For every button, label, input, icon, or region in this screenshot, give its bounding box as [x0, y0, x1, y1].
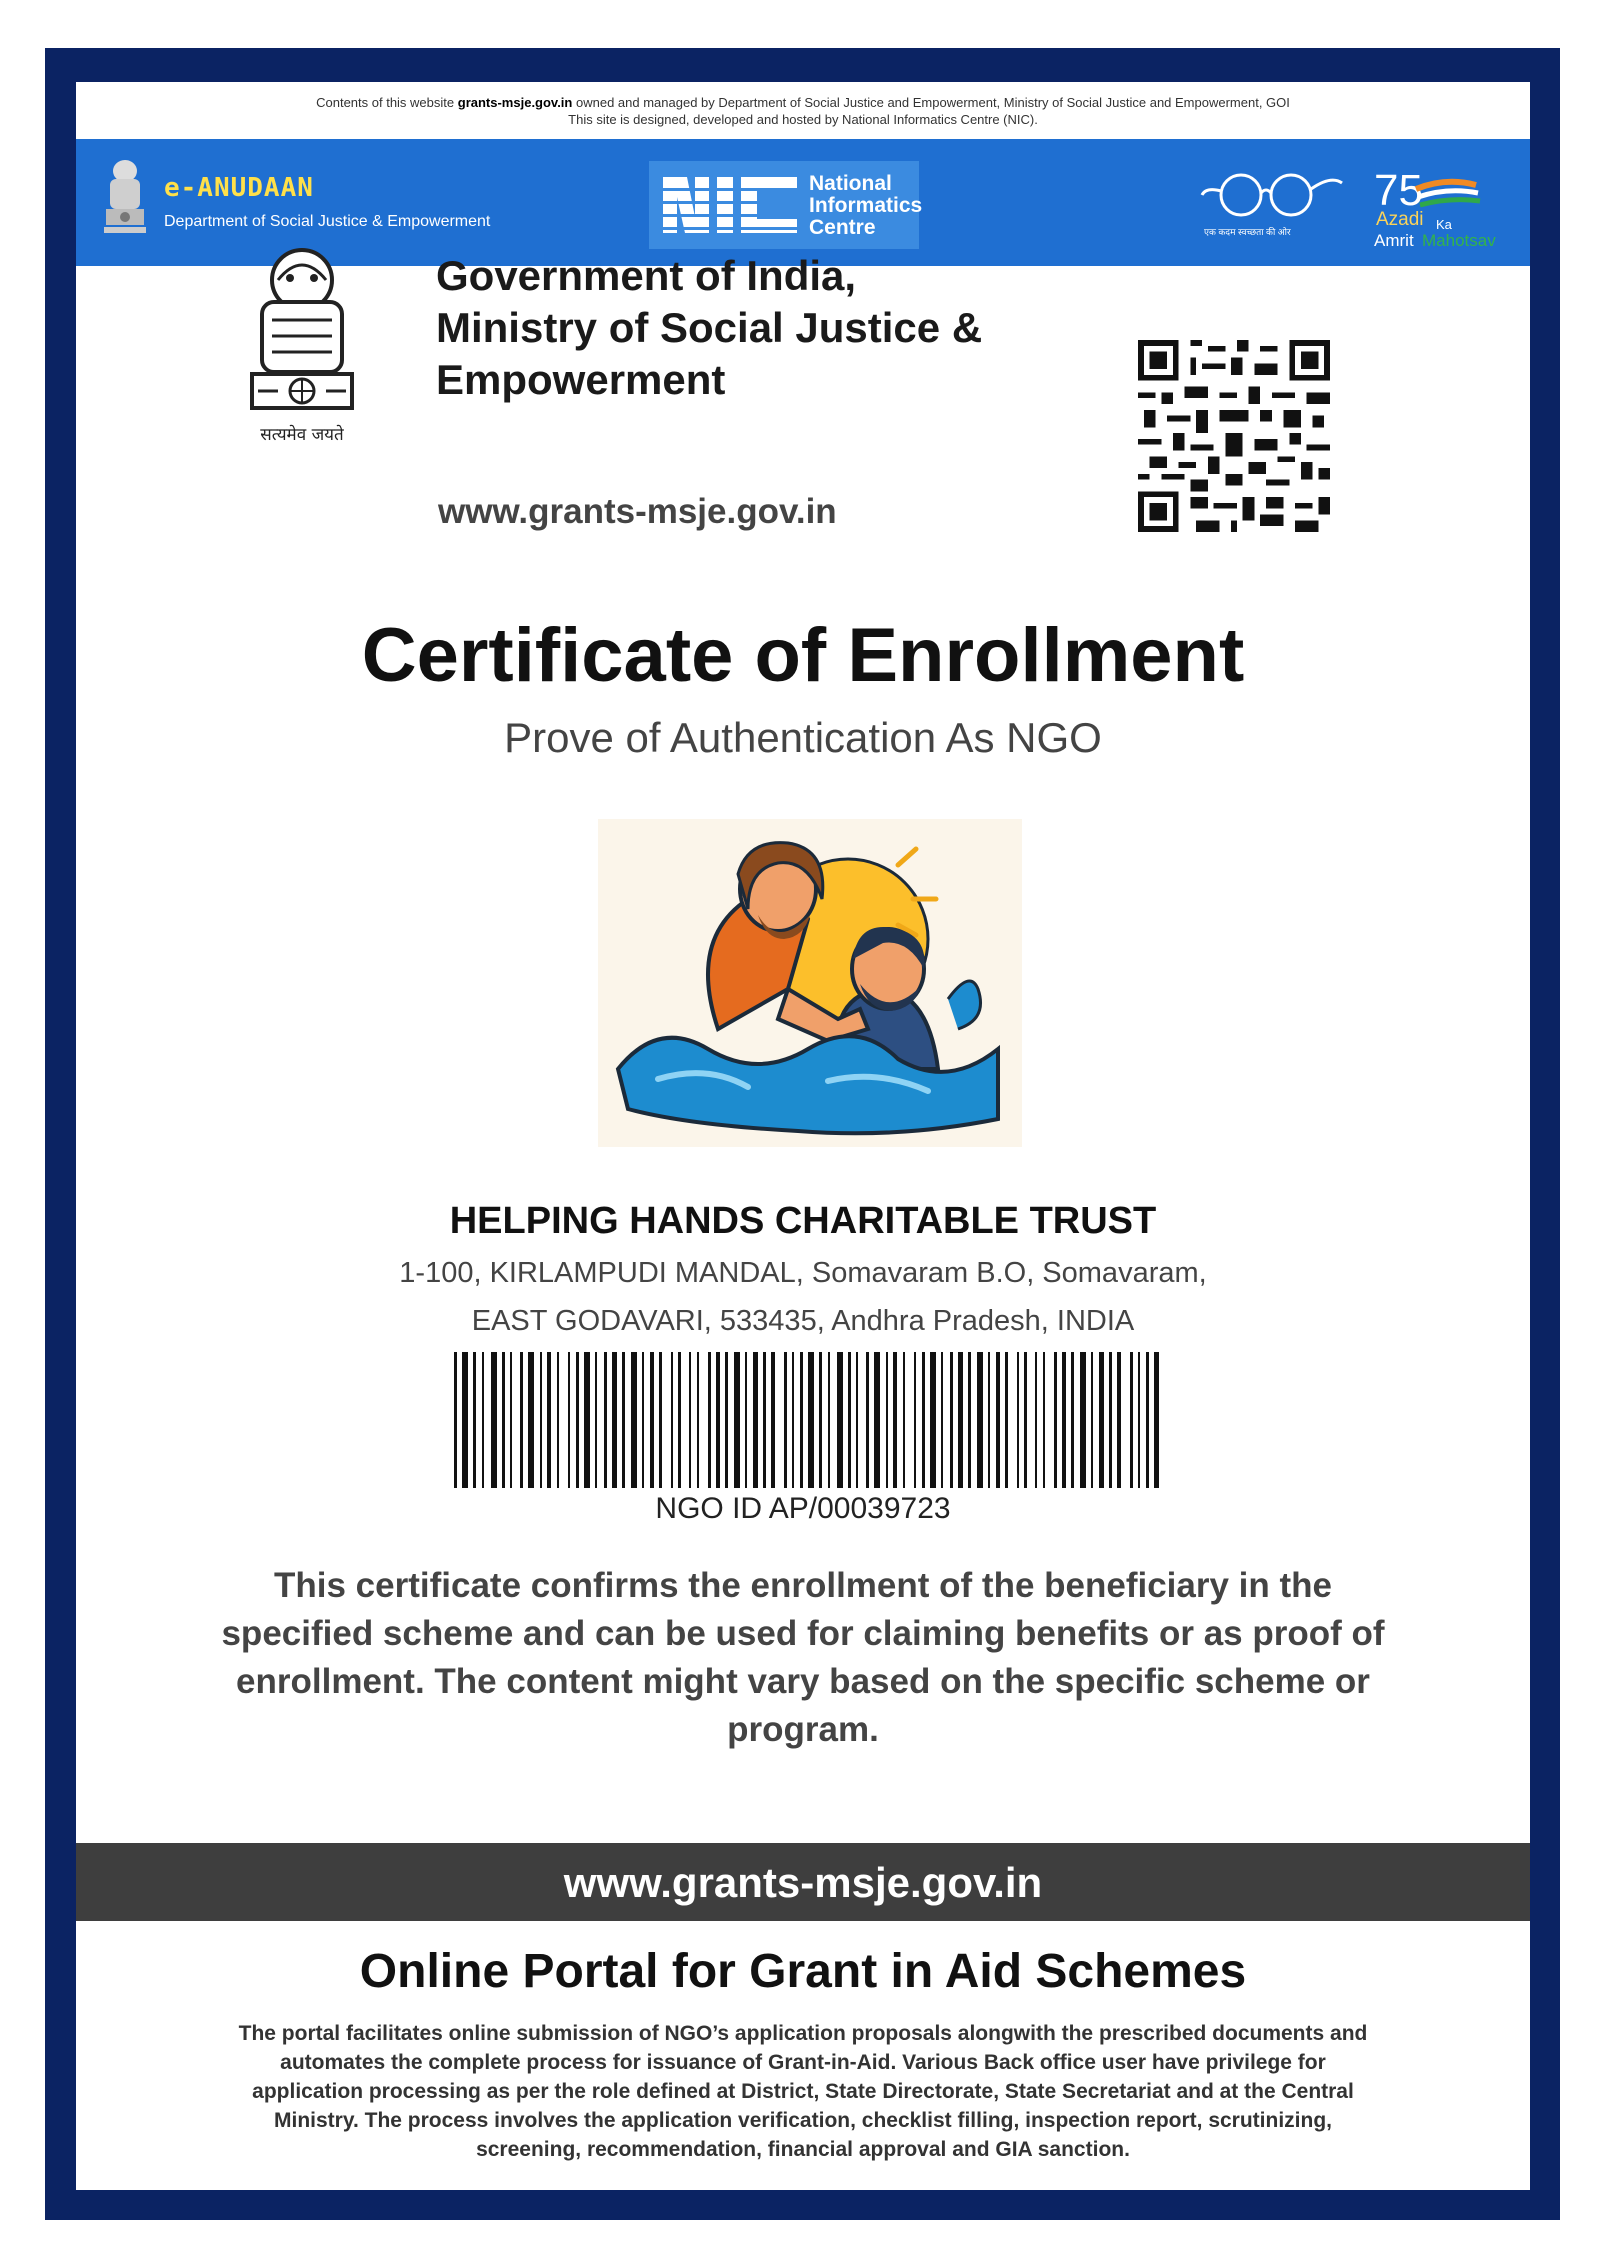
barcode-bar: [1017, 1352, 1019, 1488]
barcode-bar: [784, 1352, 787, 1488]
barcode-bar: [708, 1352, 711, 1488]
barcode-bar: [642, 1352, 644, 1488]
barcode-bar: [678, 1352, 681, 1488]
barcode-bar: [631, 1352, 637, 1488]
barcode-bar: [922, 1352, 925, 1488]
barcode-bar: [1138, 1352, 1140, 1488]
barcode-bar: [1043, 1352, 1045, 1488]
portal-title: Online Portal for Grant in Aid Schemes: [359, 1945, 1247, 1998]
barcode-bar: [491, 1352, 497, 1488]
barcode-bar: [540, 1352, 542, 1488]
footer-website-link[interactable]: www.grants-msje.gov.in: [563, 1859, 1043, 1906]
barcode-bar: [734, 1352, 740, 1488]
barcode-bar: [547, 1352, 551, 1488]
barcode-bar: [753, 1352, 758, 1488]
barcode-bar: [771, 1352, 775, 1488]
barcode-bar: [576, 1352, 579, 1488]
nic-letters-icon: [657, 161, 807, 249]
svg-text:75: 75: [1374, 166, 1423, 215]
barcode-bar: [808, 1352, 814, 1488]
barcode-bar: [604, 1352, 607, 1488]
barcode-bar: [950, 1352, 953, 1488]
barcode-bar: [1080, 1352, 1086, 1488]
barcode-bar: [1109, 1352, 1112, 1488]
barcode-bar: [1117, 1352, 1121, 1488]
site-notice: Contents of this website grants-msje.gov.in owned and managed by Department of Social Justice and Empowerment, Ministry of Social Justice and Empowerment, GOI This site is designed, developed and hosted by National Informatics Centre (NIC).: [76, 94, 1530, 128]
barcode-bar: [1054, 1352, 1057, 1488]
azadi-mahotsav-word: Mahotsav: [1422, 231, 1496, 250]
barcode-bar: [1024, 1352, 1027, 1488]
barcode-bar: [510, 1352, 512, 1488]
azadi-ka-word: Ka: [1436, 217, 1452, 232]
barcode-bar: [745, 1352, 747, 1488]
azadi-word: Azadi: [1376, 209, 1424, 230]
barcode-bar: [462, 1352, 468, 1488]
eanudaan-title: e-ANUDAAN: [164, 173, 314, 203]
barcode-bar: [874, 1352, 880, 1488]
barcode-bar: [988, 1352, 990, 1488]
qr-code-icon: [1138, 340, 1330, 532]
certificate-subtitle: Prove of Authentication As NGO: [504, 714, 1102, 761]
barcode-bar: [1071, 1352, 1074, 1488]
nic-logo: [649, 161, 923, 249]
barcode-bar: [763, 1352, 766, 1488]
barcode-bar: [716, 1352, 720, 1488]
barcode-bar: [697, 1352, 699, 1488]
barcode-bar: [622, 1352, 625, 1488]
barcode-bar: [1091, 1352, 1093, 1488]
barcode-bar: [659, 1352, 662, 1488]
barcode-bar: [893, 1352, 897, 1488]
government-heading: Government of India, Ministry of Social Justice & Empowerment: [436, 252, 983, 403]
barcode-bar: [671, 1352, 673, 1488]
barcode-bar: [977, 1352, 983, 1488]
barcode-bar: [886, 1352, 888, 1488]
barcode-bar: [819, 1352, 822, 1488]
ashoka-emblem-icon: [238, 240, 366, 452]
barcode-bar: [612, 1352, 617, 1488]
barcode-bar: [792, 1352, 794, 1488]
barcode-icon: [454, 1352, 1159, 1488]
barcode-bar: [725, 1352, 728, 1488]
barcode-bar: [502, 1352, 505, 1488]
organization-name: HELPING HANDS CHARITABLE TRUST: [449, 1200, 1157, 1242]
barcode-bar: [866, 1352, 869, 1488]
organization-address-line-1: 1-100, KIRLAMPUDI MANDAL, Somavaram B.O, Somavaram,: [399, 1257, 1207, 1289]
barcode-bar: [800, 1352, 803, 1488]
barcode-bar: [454, 1352, 457, 1488]
barcode-bar: [930, 1352, 936, 1488]
footer-url-bar: [76, 1843, 1530, 1921]
barcode-bar: [528, 1352, 534, 1488]
barcode-bar: [1035, 1352, 1037, 1488]
barcode-bar: [1130, 1352, 1133, 1488]
certificate-title: Certificate of Enrollment: [361, 613, 1245, 698]
barcode-bar: [996, 1352, 1000, 1488]
barcode-bar: [828, 1352, 830, 1488]
notice-site-name: grants-msje.gov.in: [457, 95, 573, 110]
barcode-bar: [958, 1352, 963, 1488]
ngo-id: NGO ID AP/00039723: [655, 1492, 951, 1525]
barcode-bar: [837, 1352, 843, 1488]
barcode-bar: [595, 1352, 597, 1488]
barcode-bar: [1062, 1352, 1066, 1488]
barcode-bar: [856, 1352, 858, 1488]
nic-name: National Informatics Centre: [809, 172, 923, 239]
barcode-bar: [520, 1352, 523, 1488]
barcode-bar: [1005, 1352, 1008, 1488]
barcode-bar: [914, 1352, 916, 1488]
notice-line-2: This site is designed, developed and hosted by National Informatics Centre (NIC).: [568, 112, 1038, 127]
barcode-bar: [568, 1352, 570, 1488]
barcode-bar: [482, 1352, 484, 1488]
barcode-bar: [848, 1352, 851, 1488]
barcode-bar: [1099, 1352, 1104, 1488]
azadi-amrit-word: Amrit: [1374, 231, 1414, 250]
barcode-bar: [473, 1352, 476, 1488]
barcode-bar: [584, 1352, 590, 1488]
barcode-bar: [1154, 1352, 1159, 1488]
barcode-bar: [557, 1352, 559, 1488]
barcode-bar: [689, 1352, 691, 1488]
emblem-motto: सत्यमेव जयते: [260, 425, 344, 445]
portal-description: The portal facilitates online submission of NGO’s application proposals alongwith the prescribed documents and automates the complete process for issuance of Grant-in-Aid. Various Back office user have privilege for application processing as per the role defined at District, State Directorate, State Secretariat and at the Central Ministry. The process involves the application verification, checklist filling, inspection report, scrutinizing, screening, recommendation, financial approval and GIA sanction.: [238, 2022, 1368, 2161]
certificate-statement: This certificate confirms the enrollment of the beneficiary in the specified scheme and can be used for claiming benefits or as proof of enrollment. The content might vary based on the specific scheme or program.: [221, 1566, 1385, 1749]
header-website-link[interactable]: www.grants-msje.gov.in: [438, 492, 837, 531]
barcode-bar: [968, 1352, 971, 1488]
state-emblem-icon: [96, 157, 154, 245]
eanudaan-subtitle: Department of Social Justice & Empowerment: [164, 213, 491, 230]
swachh-tagline: एक कदम स्वच्छता की ओर: [1204, 227, 1291, 237]
barcode-bar: [1146, 1352, 1149, 1488]
barcode-bar: [941, 1352, 943, 1488]
organization-address-line-2: EAST GODAVARI, 533435, Andhra Pradesh, INDIA: [471, 1305, 1135, 1337]
certificate-page: [76, 82, 1530, 2190]
barcode-bar: [903, 1352, 905, 1488]
barcode-bar: [650, 1352, 654, 1488]
helping-hands-illustration: [598, 819, 1022, 1147]
